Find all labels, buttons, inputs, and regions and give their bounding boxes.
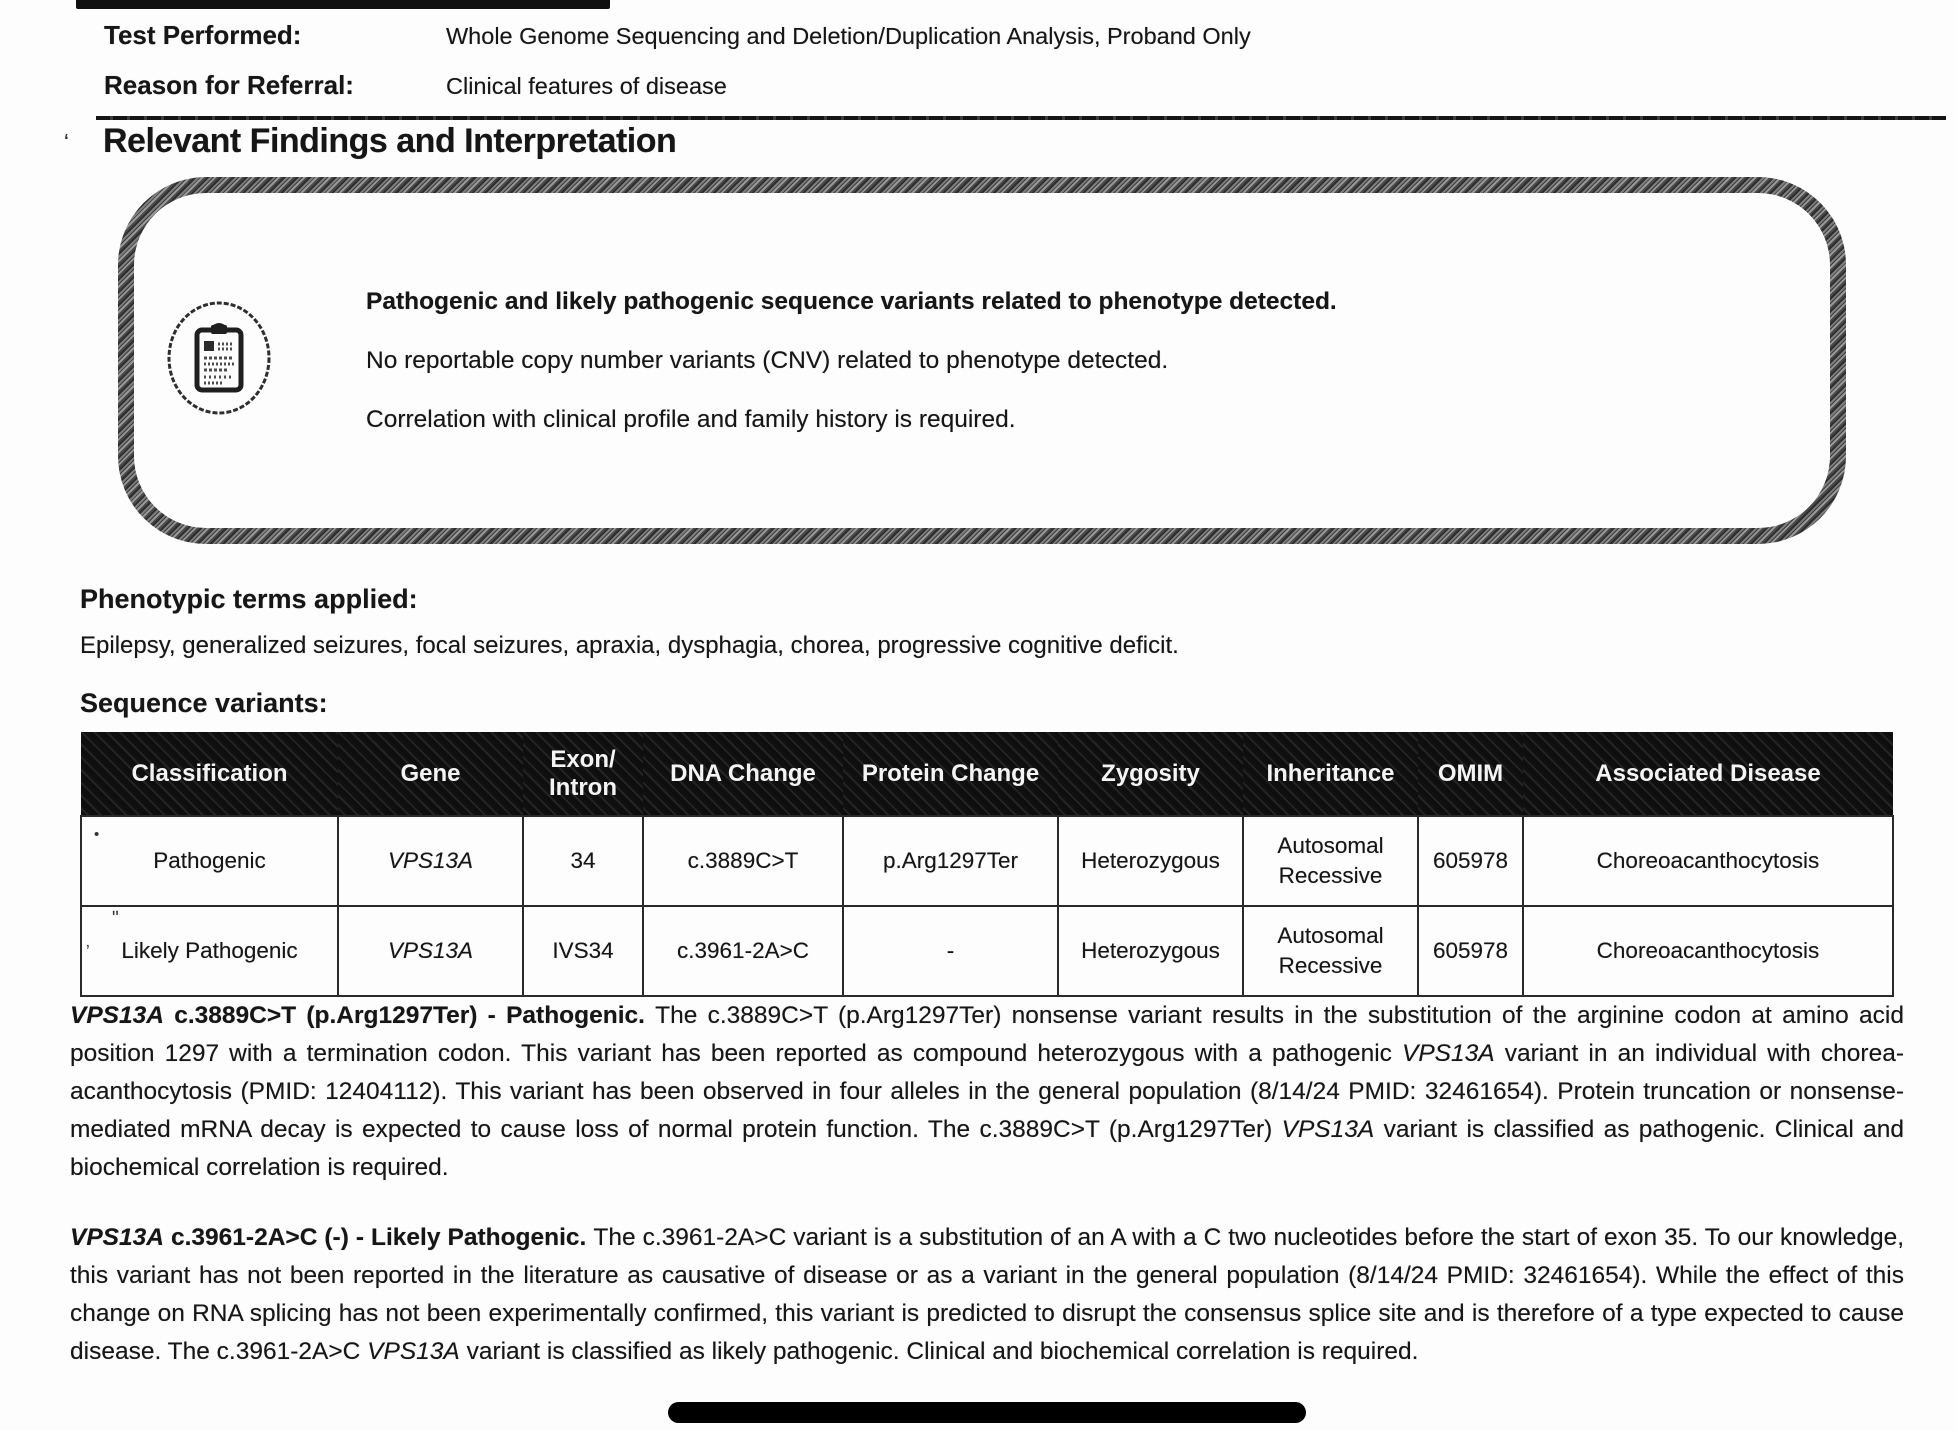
table-cell: - [843, 906, 1058, 996]
table-cell: Autosomal Recessive [1243, 906, 1418, 996]
table-cell: Choreoacanthocytosis [1523, 906, 1893, 996]
phenotypic-terms-list: Epilepsy, generalized seizures, focal seizures, apraxia, dysphagia, chorea, progressive cognitive deficit. [80, 632, 1179, 659]
phenotypic-terms-heading: Phenotypic terms applied: [80, 584, 418, 614]
text-run: VPS13A [1281, 1116, 1375, 1143]
findings-line-primary: Pathogenic and likely pathogenic sequence variants related to phenotype detected. [366, 287, 1337, 315]
text-run: c.3889C>T (p.Arg1297Ter) - Pathogenic. [163, 1002, 656, 1029]
table-row [81, 816, 1893, 906]
table-cell: VPS13A [338, 816, 523, 906]
text-run: VPS13A [1402, 1040, 1495, 1067]
table-cell: VPS13A [338, 906, 523, 996]
text-run: VPS13A [70, 1224, 164, 1251]
test-performed-value: Whole Genome Sequencing and Deletion/Duplication Analysis, Proband Only [446, 23, 1251, 49]
column-header: DNA Change [643, 732, 843, 816]
column-header: OMIM [1418, 732, 1523, 816]
findings-line-cnv: No reportable copy number variants (CNV) related to phenotype detected. [366, 346, 1169, 374]
column-header: Protein Change [843, 732, 1058, 816]
interpretation-paragraph-pathogenic [70, 997, 1904, 1187]
table-cell: c.3961-2A>C [643, 906, 843, 996]
text-run: The c.3889C>T (p.Arg1297Ter) nonsense variant results in the substitution of the arginine codon at amino acid position 1297 with a termination codon. This variant has been reported as compound heterozygous with a pathogenic [70, 1002, 1904, 1067]
interpretation-paragraph-likely-pathogenic [70, 1219, 1904, 1371]
column-header: Zygosity [1058, 732, 1243, 816]
findings-summary-box [118, 177, 1846, 544]
findings-line-correlation: Correlation with clinical profile and family history is required. [366, 405, 1016, 433]
text-run: VPS13A [70, 1002, 164, 1029]
table-cell: Choreoacanthocytosis [1523, 816, 1893, 906]
scan-artifact: • [94, 826, 100, 843]
column-header: Inheritance [1243, 732, 1418, 816]
sequence-variants-table [80, 732, 1894, 997]
clipboard-report-icon [164, 299, 274, 422]
table-cell: Likely Pathogenic ʺ ʼ [81, 906, 338, 996]
text-run: variant in an individual with chorea-acanthocytosis (PMID: 12404112). This variant has been observed in four alleles in the general population (8/14/24 PMID: 32461654). Protein truncation or nonsense-mediated mRNA decay is expected to cause loss of normal protein function. The c.3889C>T (p.Arg1297Ter) [70, 1040, 1904, 1143]
column-header: Associated Disease [1523, 732, 1893, 816]
reason-for-referral-value: Clinical features of disease [446, 73, 727, 99]
column-header: Exon/ Intron [523, 732, 643, 816]
report-meta [104, 20, 1251, 101]
findings-summary-inner [134, 193, 1830, 528]
column-header: Classification [81, 732, 338, 816]
text-run: variant is classified as pathogenic. Clinical and biochemical correlation is required. [70, 1116, 1904, 1181]
redacted-bar-top [76, 0, 610, 9]
test-performed-label: Test Performed: [104, 20, 302, 50]
table-header-row [81, 732, 1893, 816]
findings-text-block [366, 288, 1337, 434]
redacted-bar-bottom [668, 1402, 1306, 1423]
table-cell: 605978 [1418, 816, 1523, 906]
table-cell: Pathogenic • [81, 816, 338, 906]
text-run: c.3961-2A>C (-) - Likely Pathogenic. [163, 1224, 594, 1251]
scan-artifact: ʼ [86, 942, 90, 961]
table-cell: Heterozygous [1058, 816, 1243, 906]
reason-for-referral-label: Reason for Referral: [104, 70, 354, 100]
column-header: Gene [338, 732, 523, 816]
table-cell: IVS34 [523, 906, 643, 996]
table-cell: Autosomal Recessive [1243, 816, 1418, 906]
text-run: The c.3961-2A>C variant is a substitution of an A with a C two nucleotides before the start of exon 35. To our knowledge, this variant has not been reported in the literature as causative of disease or as a variant in the general population (8/14/24 PMID: 32461654). While the effect of this change on RNA splicing has not been experimentally confirmed, this variant is predicted to disrupt the consensus splice site and is therefore of a type expected to cause disease. The c.3961-2A>C [70, 1224, 1905, 1365]
scan-artifact: ʺ [112, 908, 119, 929]
table-cell: p.Arg1297Ter [843, 816, 1058, 906]
scan-artifact: ʻ [64, 130, 69, 155]
table-cell: 605978 [1418, 906, 1523, 996]
table-cell: Heterozygous [1058, 906, 1243, 996]
table-cell: c.3889C>T [643, 816, 843, 906]
sequence-variants-heading: Sequence variants: [80, 688, 328, 718]
section-divider-line [96, 116, 1946, 120]
text-run: VPS13A [367, 1338, 460, 1365]
text-run: variant is classified as likely pathogenic. Clinical and biochemical correlation is required. [459, 1338, 1419, 1365]
table-row [81, 906, 1893, 996]
page-title: Relevant Findings and Interpretation [103, 122, 677, 160]
table-cell: 34 [523, 816, 643, 906]
